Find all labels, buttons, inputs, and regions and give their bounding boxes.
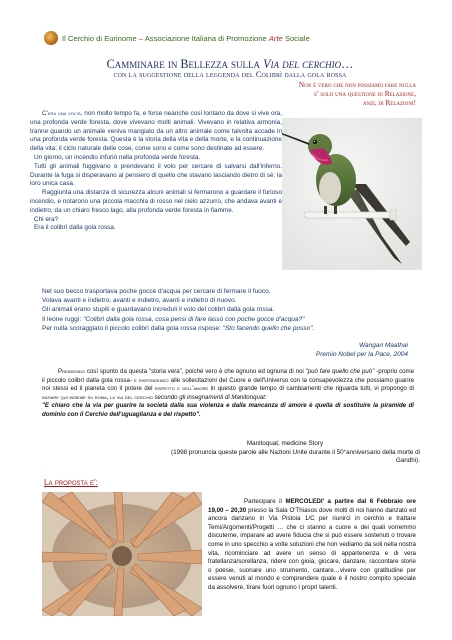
proposal-heading: La proposta e':: [44, 478, 98, 487]
hummingbird-photo: [282, 118, 422, 270]
story2-line-5a: Per nulla scoraggiato il piccolo colibrì dalla gola rossa rispose:: [42, 324, 223, 332]
proposal-text: [208, 498, 416, 593]
para-h: in questo grande tempo di cambiamenti che riguarda tutti, vi propongo di: [208, 385, 415, 393]
para-d: -proprio come il piccolo colibrì dalla gola rossa-: [42, 368, 414, 384]
org-desc-1: Associazione Italiana di Promozione: [144, 33, 269, 43]
main-paragraph-text: [42, 368, 414, 402]
story2-line-4b: "Colibrì dalla gola rossa, cosa pensi di fare lassù con poche gocce d'acqua?": [83, 315, 305, 323]
title-part-2: Via del cerchio: [263, 57, 342, 71]
org-desc-2: Sociale: [282, 33, 310, 43]
para-c: "può fare quello che può": [305, 368, 375, 375]
story2-line-5b: "Sto facendo quello che posso".: [222, 324, 315, 332]
circle-logo-icon: [44, 31, 58, 45]
story-paragraph-2: Un giorno, un incendio infuriò nella profonda verde foresta.: [34, 153, 201, 161]
story2-line-5: [42, 324, 412, 333]
org-arte: Arte: [268, 33, 283, 43]
story2-line-1: Nel suo becco trasportava poche gocce d'acqua per cercare di fermare il fuoco.: [42, 288, 271, 295]
story2-line-2: Volava avanti e indietro, avanti e indietro, avanti e indietro di nuovo.: [42, 297, 237, 305]
signature-note: (1998 pronuncia queste parole alle Nazioni Unite durante il 50°anniversario della morte di Gandhi).: [171, 448, 420, 465]
story2-line-4: [42, 315, 412, 324]
para-a: Prendendo: [58, 368, 85, 375]
org-line: [62, 34, 310, 43]
header-bar: [44, 28, 424, 48]
signature-author: Manitoquat, medicine Story: [246, 440, 324, 447]
side-quote-line-2: e' solo una questione di Relazione,: [314, 89, 416, 98]
org-separator: –: [136, 33, 145, 43]
story-paragraph-5: Chi era?: [34, 215, 59, 223]
story-paragraph-3: Tutti gli animali fuggivano o prendevano il volo per cercare di salvarsi dall'inferno. Durante la fuga si disperavano al pensiero di quello che stavano lasciando dietro di sé: la loro unica casa.: [30, 162, 282, 188]
para-f: alle sollecitazioni del Cuore e dell'Universo con la consapevolezza che possiamo guarire noi stessi ed il pianeta con il potere del: [42, 376, 414, 393]
main-paragraph: [42, 368, 414, 420]
proposal-t3: presso la Sala O'Thiasos dove molti di noi hanno danzato ed ancora danzano in Via Pistoia 1/C per riunirci in cerchio e trattare Temi/Argomenti/Progetti … che ci stanno a cuore e dei quali vorremmo discuterne, imparare ad avere fiducia che si può essere sostenuti o trovare come in uno specchio a volte soluzioni che non vediamo da soli nella nostra vita, ricominciare ad avere un senso di appartenenza e di vera fratellanza/sorellanza, ridere con gioia, giocare, danzare, raccontare storie o poesie, suonare uno strumento, cantare…vivere con gratitudine per essere venuti al mondo e comprendere quale è il nostro compito speciale da assolvere, tirare fuori ognuno i propri talenti.: [208, 506, 416, 591]
quote-credit: [316, 341, 408, 359]
org-name: Il Cerchio di Eurinome: [62, 33, 137, 43]
page-subtitle: con la suggestione della leggenda del Colibrì dalla gola rossa: [113, 70, 347, 79]
para-g: rispetto e dell'amore: [154, 385, 209, 393]
side-quote-line-1: Non è vero che non possiamo fare nulla: [298, 81, 416, 89]
story-paragraph-4: Raggiunta una distanza di sicurezza alcuni animali si fermarono a guardare il furioso incendio, e notarono una piccola macchia di rosso nel cielo azzurro, che andava avanti e indietro, da un chiaro fresco lago, alla profonda verde foresta in fiamme.: [30, 189, 282, 214]
proposal-date: MERCOLEDI' a partire dal 6 Febbraio ore 19,00 – 20,30: [208, 498, 416, 514]
story-paragraph-6: Era il colibrì dalla gola rossa.: [34, 224, 116, 232]
proposal-t1: Partecipare il: [244, 498, 286, 505]
para-j: secondo gli insegnamenti di Manitonquat:: [152, 393, 267, 401]
para-i: iniziare qui insieme su roma, la via del cerchio: [42, 393, 153, 401]
signature-block: [150, 440, 420, 466]
story-p1: , non molto tempo fa, e forse neanche così lontano da dove si vive ora, una profonda verde foresta, dove vivevano molti animali. Vivevano in relativa armonia, tranne quando un animale veniva mangiato da un altro animale come talvolta accade in una profonda verde foresta. Questa è la storia della vita e della morte, e la continuazione della vita; il ciclo naturale delle cose, come sono e come sono destinate ad essere.: [30, 110, 283, 153]
side-quote-line-3: anzi, di Relazioni!: [362, 98, 416, 107]
story2-line-3: Gli animali erano stupiti e guardavano increduli il volo del colibrì dalla gola rossa.: [42, 306, 275, 314]
story-paragraph-1: [30, 110, 282, 154]
hands-in-circle-photo: [42, 492, 202, 616]
story2-line-4a: Il leone ruggì:: [42, 315, 84, 323]
credit-award: Premio Nobel per la Pace, 2004: [315, 351, 408, 358]
title-part-1: Camminare in Bellezza sulla: [106, 57, 264, 71]
manitonquat-quote: "E chiaro che la via per guarire la società dalla sua violenza e dalla mancanza di amore è quella di sostituire la piramide di dominio con il Cerchio dell'uguaglianza e del rispetto".: [42, 402, 414, 418]
side-quote: [299, 81, 416, 107]
story-continuation: [42, 287, 412, 333]
story-lead: C'era una volta: [42, 110, 81, 117]
para-b: così spunto da questa "storia vera", poiché vero è che ognuno ed ognuna di noi: [84, 368, 306, 375]
title-part-3: …: [341, 57, 354, 71]
credit-name: Wangari Maathai: [358, 342, 408, 349]
para-e: e rispondendo: [133, 376, 169, 384]
story-text: [30, 110, 282, 233]
